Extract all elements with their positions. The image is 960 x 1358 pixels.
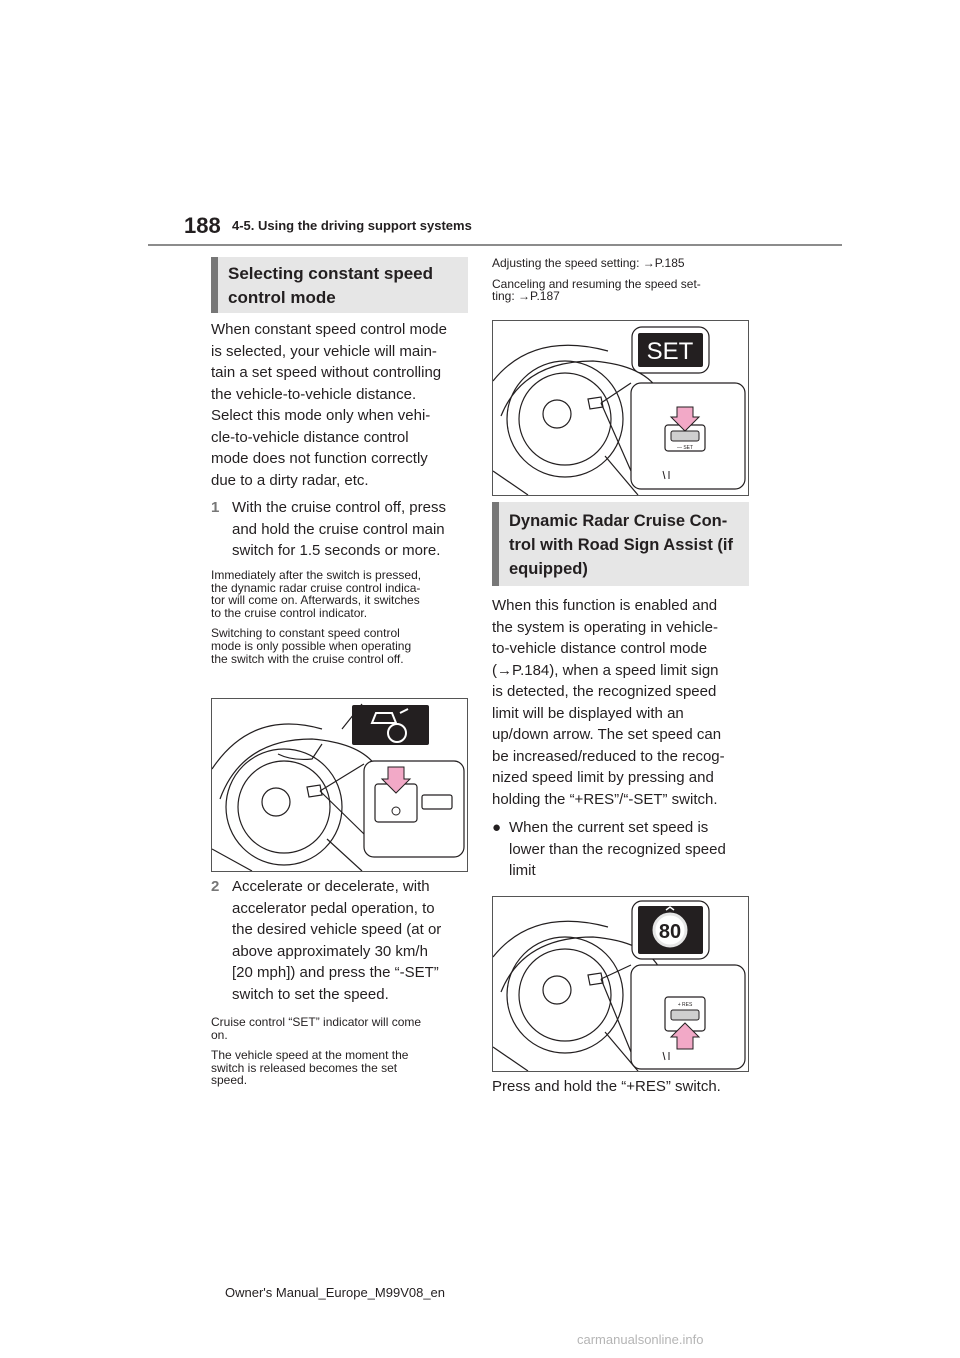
final-instruction: Press and hold the “+RES” switch. [492,1078,721,1095]
reference-notes [492,257,752,311]
text-line: due to a dirty radar, etc. [211,471,369,489]
set-indicator-label: SET [646,338,694,365]
text-line: switch for 1.5 seconds or more. [232,542,441,559]
text-line: up/down arrow. The set speed can [492,726,722,743]
illustration-set-switch [492,320,749,496]
section-title-text: Selecting constant speed control mode [228,264,433,307]
text-line: With the cruise control off, press [232,499,446,516]
chapter-title: 4-5. Using the driving support systems [232,218,472,233]
text-line: above approximately 30 km/h [232,942,428,960]
step-2 [211,876,476,1005]
note: Immediately after the switch is pressed, the dynamic radar cruise control indica- tor will come on. Afterwards, it switches to the cruise control indicator. [211,568,422,620]
step-2-notes [211,1016,473,1095]
intro-paragraph [211,319,476,491]
manual-id: Owner's Manual_Europe_M99V08_en [225,1285,446,1300]
text-line: the system is operating in vehicle- [492,618,718,636]
adjust-note: Adjusting the speed setting: →P.185 [492,256,685,270]
minus-set-label: — SET [676,445,694,451]
text-line: mode does not function correctly [211,450,428,467]
text-line: be increased/reduced to the recog- [492,747,725,765]
text-line: accelerator pedal operation, to [232,899,435,917]
text-line: When constant speed control mode [211,321,447,338]
header-rule [148,244,842,246]
text-line: limit [509,862,536,879]
text-line: When the current set speed is [509,819,709,836]
section-title-road-sign-assist [492,502,749,586]
text-line: to-vehicle distance control mode [492,640,708,657]
text-line: is selected, your vehicle will main- [211,342,437,360]
text-line: is detected, the recognized speed [492,683,717,700]
text-line: nized speed limit by pressing and [492,769,714,786]
section-title-text: Dynamic Radar Cruise Con- trol with Road Sign Assist (if equipped) [509,512,733,578]
note: Switching to constant speed control mode is only possible when operating the switch with the cruise control off. [211,626,412,666]
section-title-constant-speed [211,257,468,313]
step-1 [211,497,476,562]
steering-wheel-drawing [212,699,467,871]
text-line: When this function is enabled and [492,597,718,614]
note: Cruise control “SET” indicator will come on. [211,1015,422,1042]
step-1-notes [211,569,473,673]
illustration-res-switch [492,896,749,1072]
text-line: [20 mph]) and press the “-SET” [232,964,439,981]
steering-wheel-drawing [493,321,748,495]
page-number: 188 [184,213,221,238]
steering-wheel-drawing [493,897,748,1071]
plus-res-label: + RES [677,1002,693,1008]
text-line: Accelerate or decelerate, with [232,878,430,895]
speed-limit-value: 80 [658,921,682,943]
step-text [232,876,441,1005]
text-line: (→P.184), when a speed limit sign [492,661,719,679]
text-line: and hold the cruise control main [232,520,445,538]
text-line: Select this mode only when vehi- [211,407,431,424]
step-text [232,497,446,562]
road-sign-paragraph [492,595,757,810]
text-line: limit will be displayed with an [492,704,684,722]
step-number: 1 [211,499,220,516]
bullet-icon: ● [492,819,502,836]
watermark: carmanualsonline.info [577,1332,704,1347]
text-line: tain a set speed without controlling [211,364,442,381]
text-line: cle-to-vehicle distance control [211,428,409,446]
text-line: holding the “+RES”/“-SET” switch. [492,790,718,808]
step-number: 2 [211,878,220,895]
note: The vehicle speed at the moment the switch is released becomes the set speed. [211,1048,409,1088]
text-line: the desired vehicle speed (at or [232,921,442,938]
bullet-text [509,817,726,882]
illustration-main-switch [211,698,468,872]
bullet-item [492,817,757,882]
text-line: switch to set the speed. [232,985,389,1003]
text-line: the vehicle-to-vehicle distance. [211,385,417,403]
text-line: lower than the recognized speed [509,840,726,858]
cancel-note: Canceling and resuming the speed set- ting: →P.187 [492,276,701,304]
